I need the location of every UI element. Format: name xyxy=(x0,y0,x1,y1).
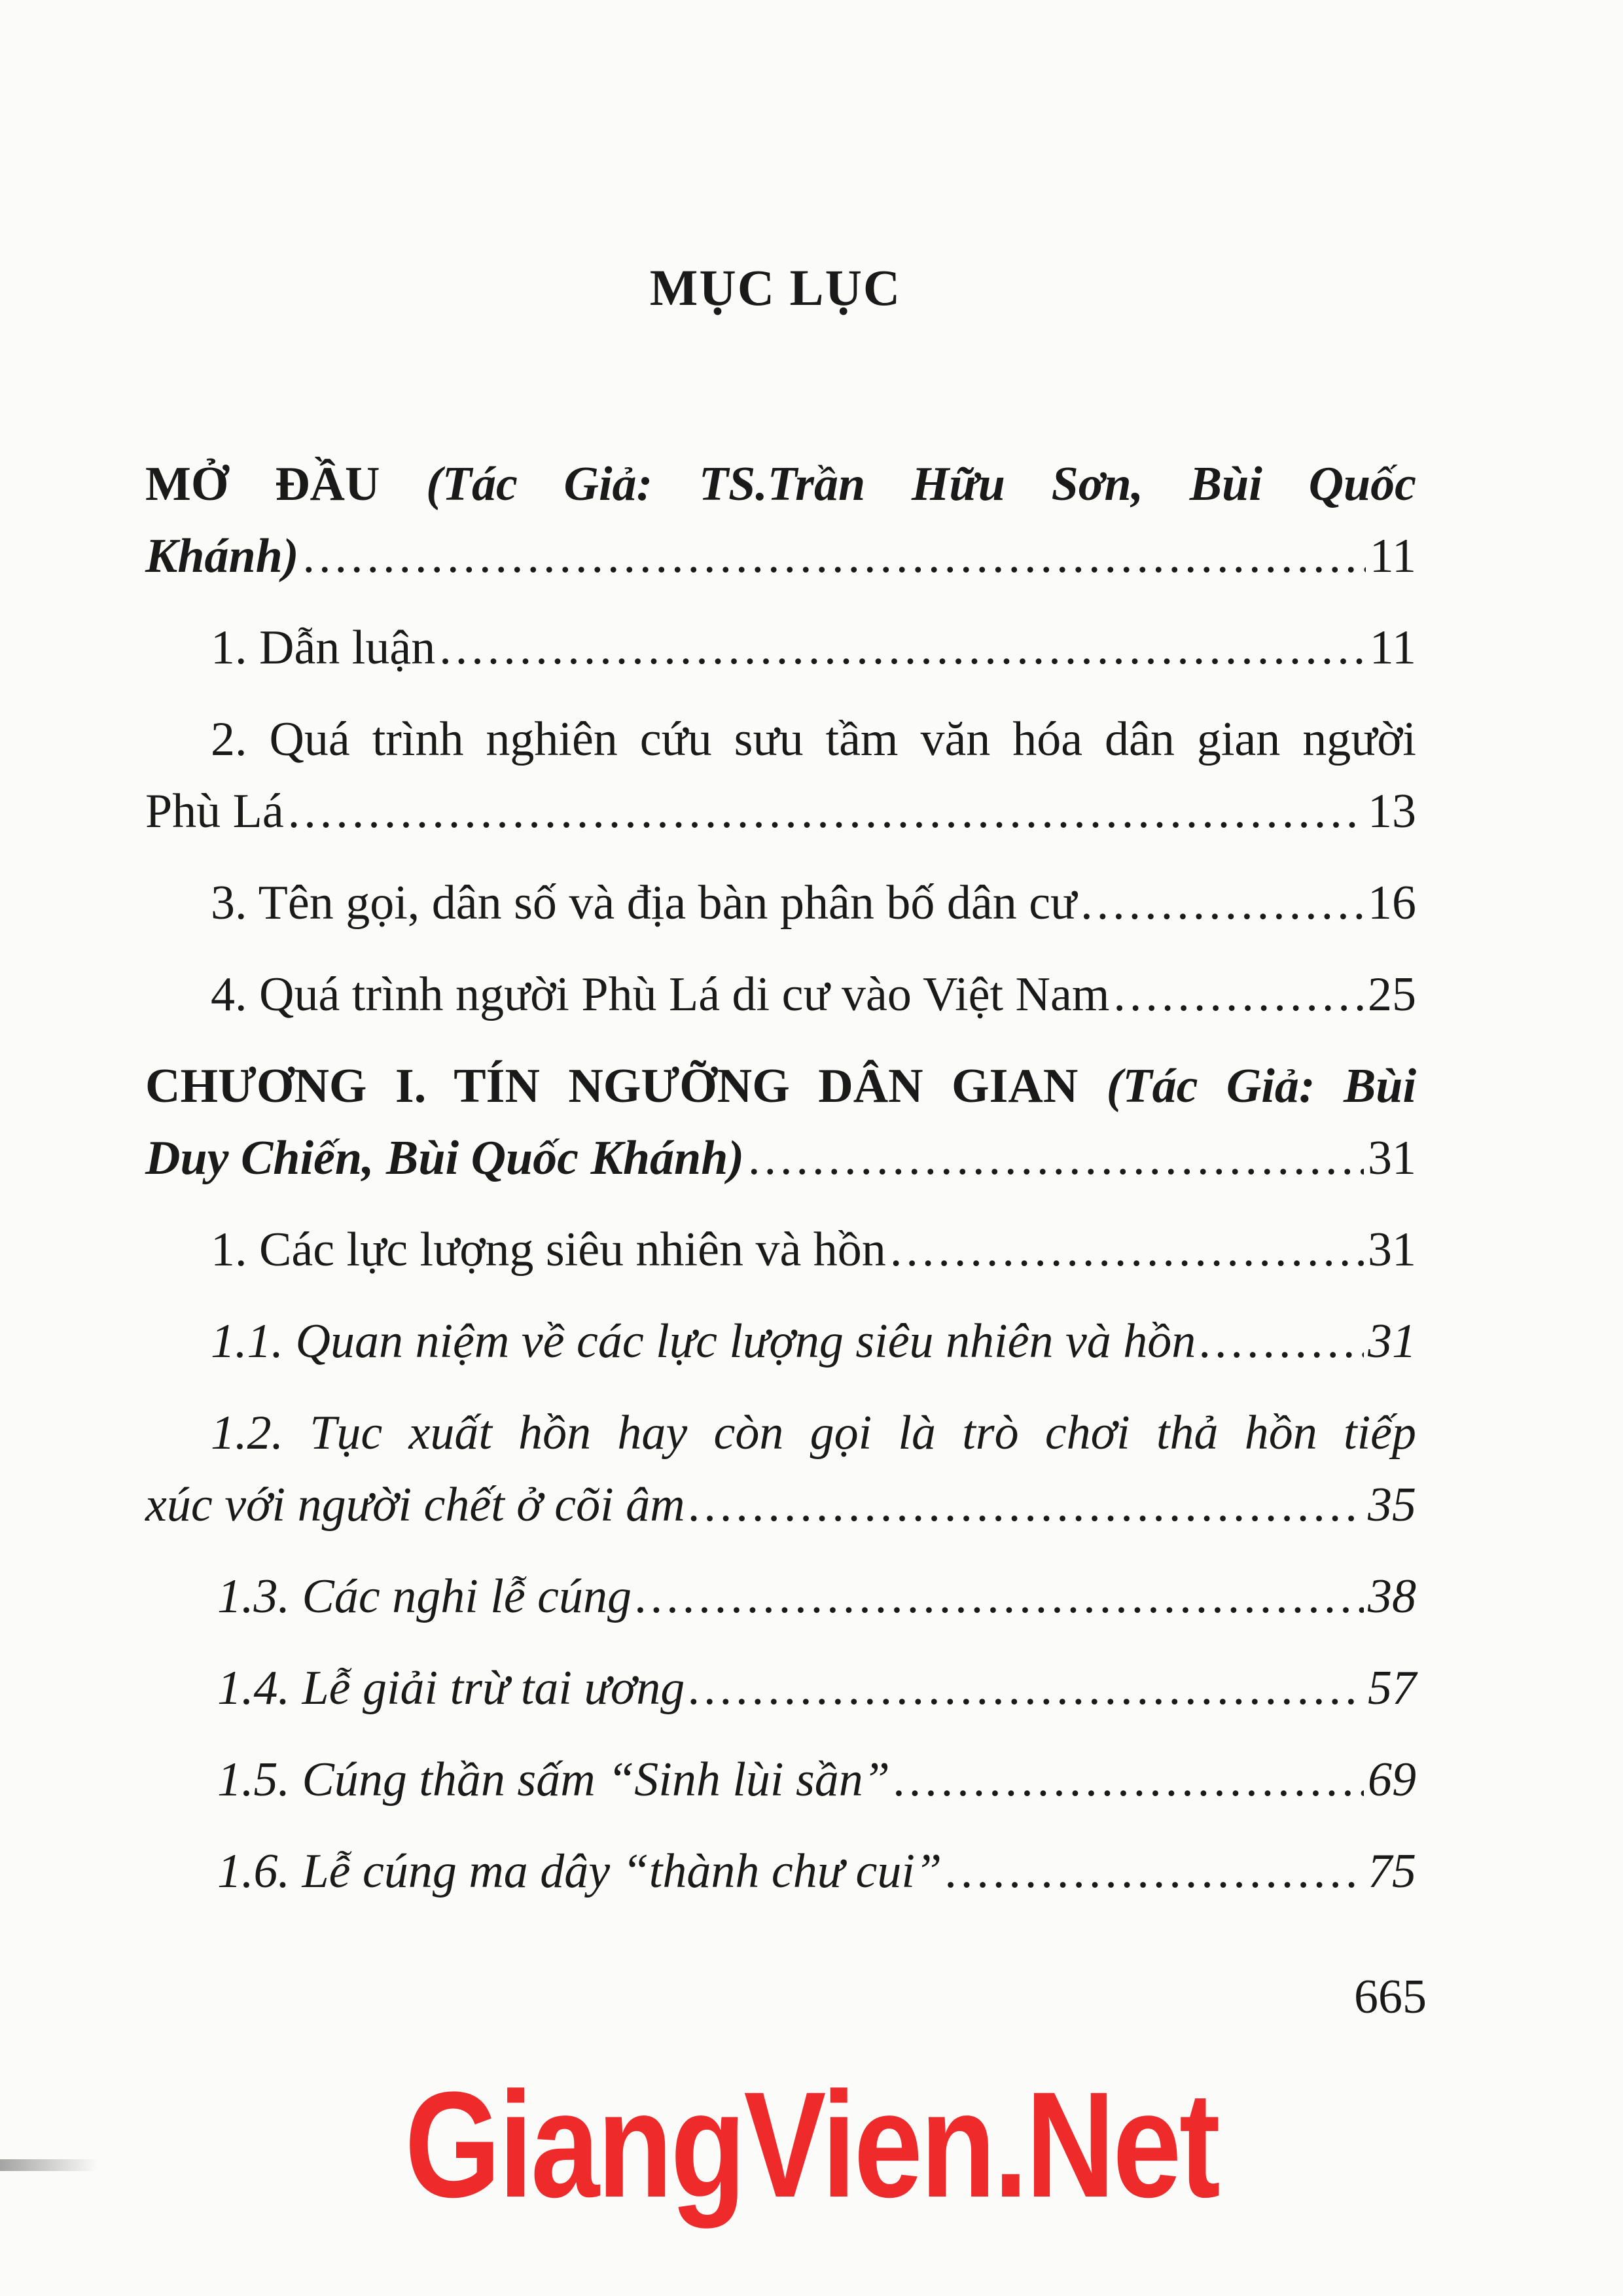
toc-page-number: 31 xyxy=(1368,1315,1416,1368)
toc-label: 1. Dẫn luận xyxy=(211,621,436,675)
toc-page-number: 16 xyxy=(1368,876,1416,930)
toc-entry-mo-dau[interactable] xyxy=(145,448,1416,592)
toc-entry-last-line xyxy=(211,1305,1416,1377)
dot-leader xyxy=(1200,1305,1364,1377)
toc-page-number: 75 xyxy=(1368,1845,1416,1898)
toc-page-number: 13 xyxy=(1368,785,1416,838)
toc-entry-last-line xyxy=(217,1652,1416,1724)
toc-entry-heading-line xyxy=(145,1050,1416,1122)
toc-entry-last-line xyxy=(217,1744,1416,1816)
toc-page-number: 57 xyxy=(1368,1661,1416,1715)
toc-entry-last-line xyxy=(145,1469,1416,1541)
toc-entry[interactable] xyxy=(145,867,1416,939)
dot-leader xyxy=(946,1835,1364,1907)
toc-entry[interactable] xyxy=(145,959,1416,1031)
toc-entry-last-line xyxy=(211,959,1416,1031)
toc-label: 1.4. Lễ giải trừ tai ương xyxy=(217,1661,685,1715)
toc-entry-first-line: 1.2. Tục xuất hồn hay còn gọi là trò chơi thả hồn tiếp xyxy=(211,1406,1416,1460)
toc-page-number: 38 xyxy=(1368,1570,1416,1623)
toc-subentry[interactable] xyxy=(145,1397,1416,1541)
toc-entry-last-line xyxy=(217,1835,1416,1907)
toc-subentry[interactable] xyxy=(145,1305,1416,1377)
toc-entry-heading-line xyxy=(145,448,1416,520)
dot-leader xyxy=(1080,867,1364,939)
scan-edge-mark xyxy=(0,2159,98,2171)
toc-author-continued: Duy Chiến, Bùi Quốc Khánh) xyxy=(145,1131,744,1185)
dot-leader xyxy=(894,1744,1364,1816)
dot-leader xyxy=(688,1652,1364,1724)
dot-leader xyxy=(689,1469,1364,1541)
toc-subentry[interactable] xyxy=(145,1835,1416,1907)
toc-label: 1.6. Lễ cúng ma dây “thành chư cui” xyxy=(217,1845,942,1898)
toc-entry-last-line xyxy=(211,867,1416,939)
toc-subentry[interactable] xyxy=(145,1744,1416,1816)
toc-author: (Tác Giả: Bùi xyxy=(1106,1059,1417,1113)
toc-page-number: 69 xyxy=(1368,1753,1416,1807)
toc-label: 1.1. Quan niệm về các lực lượng siêu nhiên và hồn xyxy=(211,1315,1196,1368)
toc-label: Phù Lá xyxy=(145,785,284,838)
dot-leader xyxy=(302,520,1365,592)
toc-entry-last-line xyxy=(145,1122,1416,1194)
toc-label: xúc với người chết ở cõi âm xyxy=(145,1478,685,1532)
toc-entry-first-line: 2. Quá trình nghiên cứu sưu tầm văn hóa dân gian người xyxy=(211,713,1416,766)
toc-page-number: 31 xyxy=(1368,1223,1416,1277)
toc-label: 4. Quá trình người Phù Lá di cư vào Việt Nam xyxy=(211,968,1110,1021)
toc-heading: CHƯƠNG I. TÍN NGƯỠNG DÂN GIAN xyxy=(145,1059,1079,1113)
watermark-logo: GiangVien.Net xyxy=(404,2060,1219,2229)
dot-leader xyxy=(439,612,1366,684)
toc-page-number: 11 xyxy=(1369,529,1416,583)
toc-subentry[interactable] xyxy=(145,1652,1416,1724)
toc-label: 1. Các lực lượng siêu nhiên và hồn xyxy=(211,1223,886,1277)
toc-label: 3. Tên gọi, dân số và địa bàn phân bố dân cư xyxy=(211,876,1077,930)
toc-entry-last-line xyxy=(145,520,1416,592)
toc-author: (Tác Giả: TS.Trần Hữu Sơn, Bùi Quốc xyxy=(426,457,1417,511)
toc-page-number: 11 xyxy=(1369,621,1416,675)
page-title: MỤC LỤC xyxy=(649,259,902,316)
dot-leader xyxy=(748,1122,1364,1194)
toc-label: 1.3. Các nghi lễ cúng xyxy=(217,1570,632,1623)
toc-heading: MỞ ĐẦU xyxy=(145,457,380,511)
table-of-contents xyxy=(145,448,1416,1927)
toc-entry[interactable] xyxy=(145,1214,1416,1286)
toc-entry-chapter-1[interactable] xyxy=(145,1050,1416,1194)
toc-entry-last-line xyxy=(217,1561,1416,1633)
toc-author-continued: Khánh) xyxy=(145,529,299,583)
dot-leader xyxy=(635,1561,1364,1633)
toc-entry[interactable] xyxy=(145,703,1416,847)
toc-page-number: 35 xyxy=(1368,1478,1416,1532)
dot-leader xyxy=(288,775,1364,847)
toc-subentry[interactable] xyxy=(145,1561,1416,1633)
toc-page-number: 25 xyxy=(1368,968,1416,1021)
toc-entry-last-line xyxy=(211,1214,1416,1286)
dot-leader xyxy=(890,1214,1364,1286)
toc-entry-last-line xyxy=(211,612,1416,684)
toc-page-number: 31 xyxy=(1368,1131,1416,1185)
dot-leader xyxy=(1113,959,1364,1031)
toc-entry[interactable] xyxy=(145,612,1416,684)
toc-label: 1.5. Cúng thần sấm “Sinh lùi sần” xyxy=(217,1753,890,1807)
footer-page-number: 665 xyxy=(1354,1970,1427,2024)
toc-entry-last-line xyxy=(145,775,1416,847)
